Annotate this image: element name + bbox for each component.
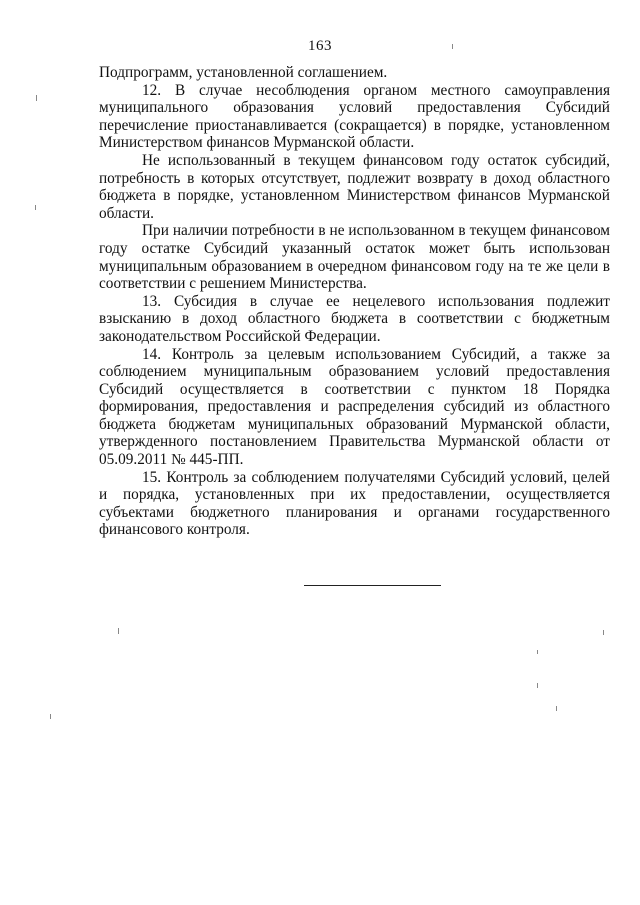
scan-speck xyxy=(36,95,37,101)
scan-speck xyxy=(537,683,538,688)
page-number: 163 xyxy=(308,38,332,54)
paragraph-13: 13. Субсидия в случае ее нецелевого использования подлежит взысканию в доход областного бюджета в соответствии с бюджетным законодательством Российской Федерации. xyxy=(99,292,610,345)
scan-speck xyxy=(118,628,119,634)
end-divider-line xyxy=(304,585,441,586)
paragraph-14: 14. Контроль за целевым использованием Субсидий, а также за соблюдением муниципальным образованием условий предоставления Субсидий осуществляется в соответствии с пунктом 18 Порядка формирования, предоставления и распределения субсидий из областного бюджета бюджетам муниципальных образований Мурманской области, утвержденного постановлением Правительства Мурманской области от 05.09.2011 № 445-ПП. xyxy=(99,345,610,469)
paragraph-remaining-need: При наличии потребности в не использованном в текущем финансовом году остатке Субсидий указанный остаток может быть использован муниципальным образованием в очередном финансовом году на те же цели в соответствии с решением Министерства. xyxy=(99,222,610,293)
scan-speck xyxy=(50,714,51,719)
scan-speck xyxy=(537,650,538,654)
paragraph-12: 12. В случае несоблюдения органом местного самоуправления муниципального образования условий предоставления Субсидий перечисление приостанавливается (сокращается) в порядке, установленном Министерством финансов Мурманской области. xyxy=(99,81,610,152)
paragraph-15: 15. Контроль за соблюдением получателями Субсидий условий, целей и порядка, установленных при их предоставлении, осуществляется субъектами бюджетного планирования и органами государственного финансового контроля. xyxy=(99,468,610,539)
document-body xyxy=(99,64,610,539)
scan-speck xyxy=(556,706,557,711)
scan-speck xyxy=(35,205,36,210)
paragraph-continuation: Подпрограмм, установленной соглашением. xyxy=(99,64,388,81)
scan-speck xyxy=(452,44,453,49)
paragraph-unused-balance: Не использованный в текущем финансовом году остаток субсидий, потребность в которых отсутствует, подлежит возврату в доход областного бюджета в порядке, установленном Министерством финансов Мурманской области. xyxy=(99,151,610,222)
scan-speck xyxy=(603,630,604,635)
